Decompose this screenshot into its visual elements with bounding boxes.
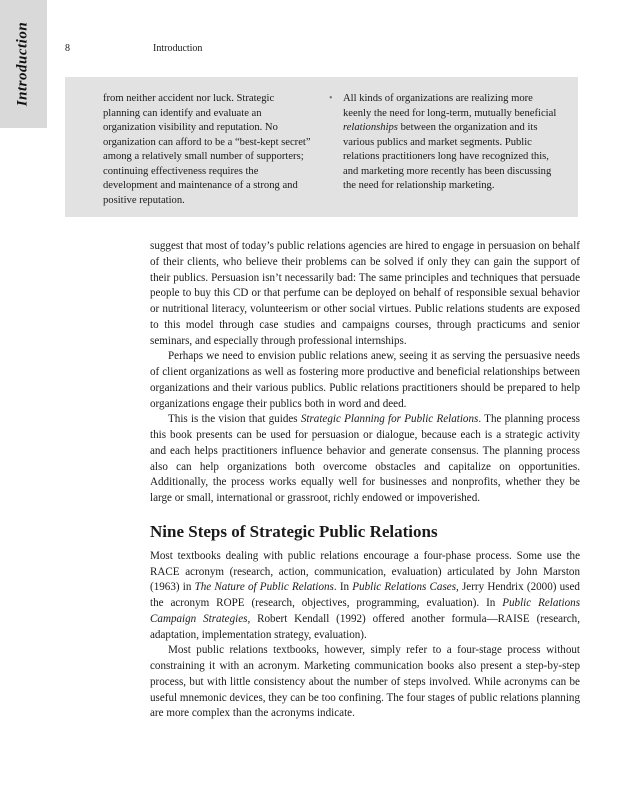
box-left-column — [103, 92, 313, 208]
paragraph: This is the vision that guides Strategic Planning for Public Relations. The planning process this book presents can be used for persuasion or dialogue, because each is a strategic activity and each helps practitioners influence behavior and generate consensus. The planning process also can help organizations both overcome obstacles and capitalize on opportunities. Additionally, the process works equally well for businesses and nonprofits, whether they be large or small, international or grassroot, richly endowed or impoverished. — [150, 413, 580, 504]
paragraph: Most textbooks dealing with public relations encourage a four-phase process. Some use the RACE acronym (research, action, communication, evaluation) articulated by John Marston (1963) in The Nature of Public Relations. In Public Relations Cases, Jerry Hendrix (2000) used the acronym ROPE (research, objectives, programming, evaluation). In Public Relations Campaign Strategies, Robert Kendall (1992) offered another formula—RAISE (research, adaptation, implementation strategy, evaluation). — [150, 549, 581, 641]
running-head-section: Introduction — [153, 43, 203, 54]
paragraph: Most public relations textbooks, however, simply refer to a four-stage process without constraining it with an acronym. Marketing communication books also present a step-by-step process, but with little consistency about the number of steps involved. While acronyms can be useful mnemonic devices, they can be too confining. The four stages of public relations planning are more complex than the acronyms indicate. — [150, 644, 580, 720]
box-right-column — [329, 92, 561, 194]
paragraph: suggest that most of today’s public relations agencies are hired to engage in persuasion on behalf of their clients, who believe their problems can be solved if only they can gain the support of their publics. Persuasion isn’t necessarily bad: The same principles and techniques that persuade people to buy this CD or that perfume can be deployed on behalf of responsible sexual behavior or nutritional literacy, volunteerism or other social virtues. Public relations students are exposed to this model through case studies and campaigns courses, through practicums and senior seminars, and especially through professional internships. — [150, 240, 580, 347]
box-left-text: from neither accident nor luck. Strategic planning can identify and evaluate an organization visibility and reputation. No organization can afford to be a “best-kept secret” among a relatively small number of supporters; continuing effectiveness requires the development and maintenance of a strong and positive reputation. — [103, 93, 311, 206]
box-right-text: All kinds of organizations are realizing more keenly the need for long-term, mutually beneficial relationships between the organization and its various publics and market segments. Public relations practitioners long have recognized this, and marketing more recently has been discussing the need for relationship marketing. — [343, 93, 557, 191]
paragraph: Perhaps we need to envision public relations anew, seeing it as serving the persuasive needs of client organizations as well as fostering more productive and beneficial relationships between organizations and their various publics. Public relations practitioners should be prepared to help organizations engage their publics both in word and deed. — [150, 350, 580, 410]
chapter-tab-label: Introduction — [14, 21, 31, 107]
bullet-icon: • — [329, 93, 333, 104]
book-title: Strategic Planning for Public Relations — [300, 413, 479, 426]
page-number: 8 — [65, 43, 70, 54]
chapter-side-tab — [0, 0, 47, 128]
section-heading: Nine Steps of Strategic Public Relations — [150, 521, 438, 541]
main-body-text — [150, 239, 580, 722]
shaded-sidebar-box — [65, 77, 578, 217]
